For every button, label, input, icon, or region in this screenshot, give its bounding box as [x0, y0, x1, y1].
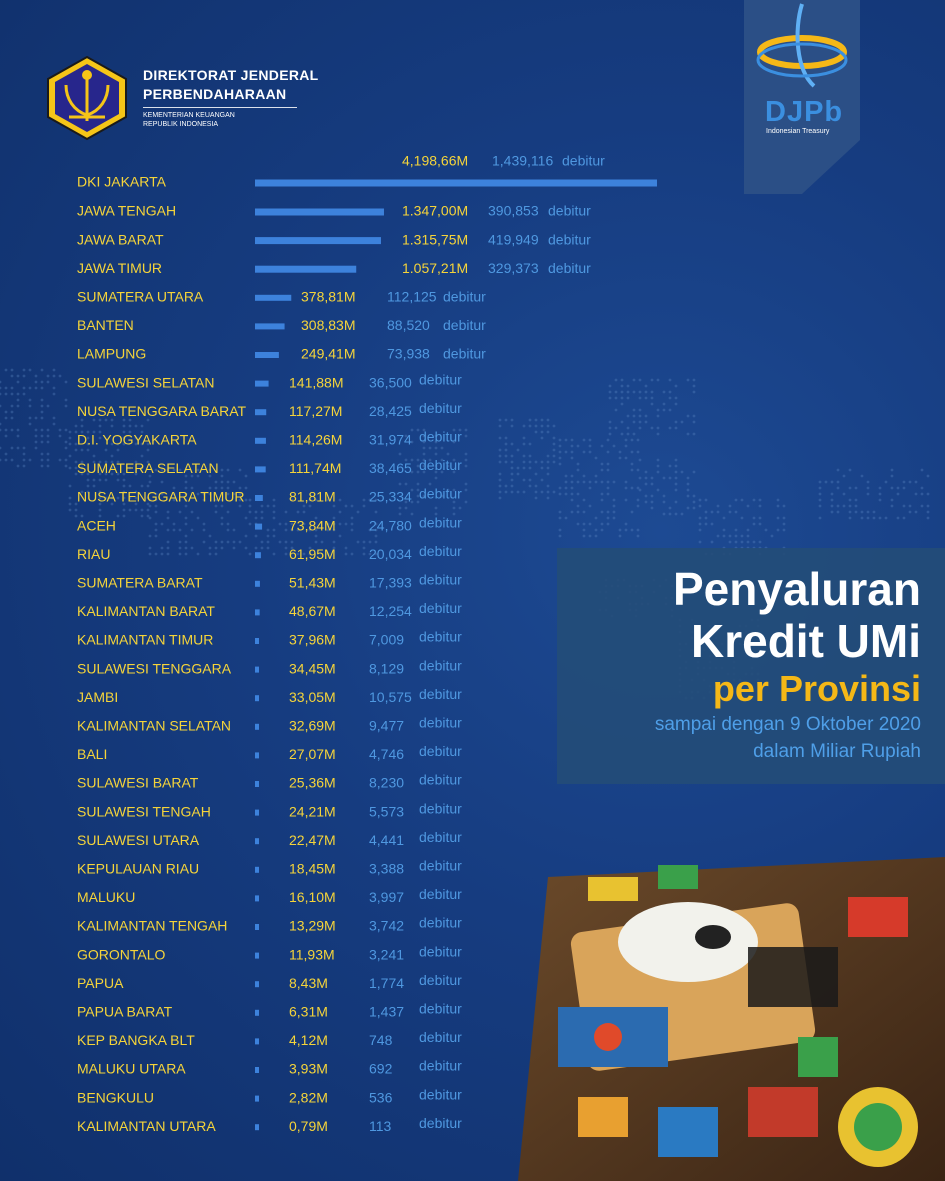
amount-label: 51,43M [289, 574, 336, 591]
province-label: KALIMANTAN UTARA [77, 1117, 216, 1134]
debitur-count: 8,129 [369, 660, 405, 677]
province-label: BENGKULU [77, 1089, 155, 1106]
debitur-count: 112,125 [387, 288, 437, 305]
bar [255, 1096, 259, 1102]
debitur-count: 4,746 [369, 746, 405, 763]
debitur-count: 28,425 [369, 402, 412, 419]
debitur-word: debitur [419, 542, 462, 559]
title-line1: Penyaluran [673, 563, 921, 615]
amount-label: 32,69M [289, 717, 336, 734]
bar [255, 295, 291, 301]
amount-label: 48,67M [289, 603, 336, 620]
bar [255, 352, 279, 358]
province-label: KALIMANTAN TENGAH [77, 917, 228, 934]
debitur-count: 25,334 [369, 488, 412, 505]
org-name-line2: PERBENDAHARAAN [143, 86, 287, 102]
province-label: RIAU [77, 545, 111, 562]
province-label: ACEH [77, 517, 116, 534]
province-label: JAWA TENGAH [77, 202, 177, 219]
debitur-word: debitur [443, 345, 486, 362]
debitur-word: debitur [419, 628, 462, 645]
bar [255, 438, 266, 444]
debitur-word: debitur [419, 1114, 462, 1131]
debitur-count: 5,573 [369, 803, 405, 820]
province-label: MALUKU UTARA [77, 1060, 186, 1077]
amount-label: 11,93M [289, 946, 335, 963]
bar [255, 695, 259, 701]
debitur-word: debitur [419, 943, 462, 960]
bar [255, 638, 259, 644]
amount-label: 73,84M [289, 517, 336, 534]
province-label: SULAWESI SELATAN [77, 374, 215, 391]
bar [255, 838, 259, 844]
bar [255, 323, 285, 329]
brand-name: DJPb [765, 96, 844, 128]
amount-label: 33,05M [289, 688, 336, 705]
debitur-word: debitur [419, 1057, 462, 1074]
bar [255, 581, 260, 587]
amount-label: 37,96M [289, 631, 336, 648]
province-label: JAWA BARAT [77, 231, 164, 248]
debitur-word: debitur [419, 714, 462, 731]
title-line2: Kredit UMi [691, 615, 921, 667]
amount-label: 16,10M [289, 889, 336, 906]
ministry-name: KEMENTERIAN KEUANGAN [143, 112, 235, 119]
amount-label: 117,27M [289, 402, 343, 419]
debitur-count: 20,034 [369, 545, 412, 562]
province-label: GORONTALO [77, 946, 166, 963]
debitur-count: 113 [369, 1117, 392, 1134]
bar [255, 781, 259, 787]
amount-label: 8,43M [289, 974, 328, 991]
debitur-count: 4,441 [369, 831, 405, 848]
debitur-word: debitur [443, 317, 486, 334]
bar [255, 209, 384, 216]
bar [255, 724, 259, 730]
amount-label: 4,12M [289, 1032, 328, 1049]
province-label: KALIMANTAN TIMUR [77, 631, 214, 648]
debitur-count: 748 [369, 1032, 393, 1049]
debitur-word: debitur [419, 571, 462, 588]
debitur-word: debitur [419, 371, 462, 388]
amount-label: 81,81M [289, 488, 336, 505]
bar [255, 667, 259, 673]
brand-tagline: Indonesian Treasury [766, 128, 830, 135]
amount-label: 6,31M [289, 1003, 328, 1020]
bar [255, 953, 259, 959]
amount-label: 378,81M [301, 288, 356, 305]
debitur-word: debitur [419, 743, 462, 760]
debitur-word: debitur [419, 828, 462, 845]
amount-label: 114,26M [289, 431, 343, 448]
debitur-count: 692 [369, 1060, 393, 1077]
province-label: DKI JAKARTA [77, 173, 166, 190]
amount-label: 25,36M [289, 774, 336, 791]
bar [255, 1124, 259, 1130]
amount-label: 4,198,66M [402, 152, 469, 169]
amount-label: 111,74M [289, 460, 342, 477]
province-label: NUSA TENGGARA TIMUR [77, 488, 245, 505]
province-label: JAMBI [77, 688, 119, 705]
debitur-count: 88,520 [387, 317, 430, 334]
province-label: SULAWESI TENGGARA [77, 660, 232, 677]
debitur-word: debitur [419, 657, 462, 674]
org-name-line1: DIREKTORAT JENDERAL [143, 67, 319, 83]
debitur-count: 3,997 [369, 889, 405, 906]
bar [255, 237, 381, 244]
debitur-word: debitur [548, 259, 591, 276]
bar [255, 810, 259, 816]
debitur-count: 1,774 [369, 974, 405, 991]
debitur-count: 17,393 [369, 574, 412, 591]
amount-label: 2,82M [289, 1089, 328, 1106]
province-label: D.I. YOGYAKARTA [77, 431, 197, 448]
bar [255, 924, 259, 930]
amount-label: 13,29M [289, 917, 336, 934]
debitur-count: 1,437 [369, 1003, 405, 1020]
amount-label: 1.347,00M [402, 202, 469, 219]
amount-label: 0,79M [289, 1117, 328, 1134]
bar [255, 895, 259, 901]
amount-label: 3,93M [289, 1060, 328, 1077]
debitur-word: debitur [419, 971, 462, 988]
bar [255, 266, 356, 273]
province-label: KEP BANGKA BLT [77, 1032, 195, 1049]
debitur-count: 9,477 [369, 717, 405, 734]
debitur-word: debitur [548, 231, 591, 248]
bar [255, 867, 259, 873]
province-label: SULAWESI TENGAH [77, 803, 211, 820]
bar [255, 495, 263, 501]
debitur-word: debitur [562, 152, 605, 169]
province-label: PAPUA BARAT [77, 1003, 173, 1020]
debitur-count: 3,388 [369, 860, 405, 877]
province-label: BALI [77, 746, 108, 763]
debitur-count: 1,439,116 [492, 152, 554, 169]
province-label: SUMATERA UTARA [77, 288, 204, 305]
debitur-count: 3,742 [369, 917, 405, 934]
debitur-word: debitur [443, 288, 486, 305]
bar [255, 609, 260, 615]
debitur-count: 38,465 [369, 460, 412, 477]
debitur-count: 536 [369, 1089, 393, 1106]
debitur-word: debitur [419, 428, 462, 445]
debitur-count: 7,009 [369, 631, 405, 648]
province-label: BANTEN [77, 317, 134, 334]
debitur-count: 73,938 [387, 345, 430, 362]
amount-label: 61,95M [289, 545, 336, 562]
debitur-count: 24,780 [369, 517, 412, 534]
debitur-word: debitur [419, 886, 462, 903]
province-label: KEPULAUAN RIAU [77, 860, 200, 877]
province-label: KALIMANTAN SELATAN [77, 717, 232, 734]
amount-label: 27,07M [289, 746, 336, 763]
bar [255, 180, 657, 187]
debitur-word: debitur [419, 914, 462, 931]
debitur-count: 36,500 [369, 374, 412, 391]
bar [255, 381, 269, 387]
debitur-word: debitur [419, 1000, 462, 1017]
country-name: REPUBLIK INDONESIA [143, 121, 219, 128]
debitur-word: debitur [419, 485, 462, 502]
province-label: LAMPUNG [77, 345, 147, 362]
amount-label: 249,41M [301, 345, 356, 362]
bar [255, 524, 262, 530]
bar [255, 409, 266, 415]
bar [255, 1067, 259, 1073]
province-label: SULAWESI UTARA [77, 831, 200, 848]
debitur-count: 3,241 [369, 946, 405, 963]
province-label: KALIMANTAN BARAT [77, 603, 215, 620]
debitur-word: debitur [419, 399, 462, 416]
bar [255, 552, 261, 558]
debitur-word: debitur [419, 1086, 462, 1103]
debitur-count: 10,575 [369, 688, 412, 705]
amount-label: 22,47M [289, 831, 336, 848]
bar [255, 1010, 259, 1016]
debitur-word: debitur [419, 685, 462, 702]
amount-label: 141,88M [289, 374, 344, 391]
subtitle-unit: dalam Miliar Rupiah [753, 741, 921, 762]
debitur-count: 8,230 [369, 774, 405, 791]
amount-label: 34,45M [289, 660, 336, 677]
title-line3: per Provinsi [712, 668, 921, 709]
bar [255, 752, 259, 758]
amount-label: 308,83M [301, 317, 356, 334]
debitur-word: debitur [419, 857, 462, 874]
debitur-count: 12,254 [369, 603, 412, 620]
debitur-count: 329,373 [488, 259, 539, 276]
bar [255, 981, 259, 987]
debitur-word: debitur [419, 600, 462, 617]
province-label: SUMATERA BARAT [77, 574, 203, 591]
subtitle-date: sampai dengan 9 Oktober 2020 [654, 714, 921, 735]
debitur-word: debitur [419, 457, 462, 474]
bar [255, 1038, 259, 1044]
province-label: SULAWESI BARAT [77, 774, 199, 791]
debitur-word: debitur [548, 202, 591, 219]
debitur-count: 419,949 [488, 231, 539, 248]
debitur-word: debitur [419, 1029, 462, 1046]
debitur-word: debitur [419, 514, 462, 531]
debitur-word: debitur [419, 800, 462, 817]
province-label: SUMATERA SELATAN [77, 460, 219, 477]
province-label: JAWA TIMUR [77, 259, 163, 276]
debitur-word: debitur [419, 771, 462, 788]
province-label: MALUKU [77, 889, 136, 906]
amount-label: 1.057,21M [402, 259, 469, 276]
amount-label: 24,21M [289, 803, 336, 820]
province-label: PAPUA [77, 974, 124, 991]
debitur-count: 390,853 [488, 202, 539, 219]
province-label: NUSA TENGGARA BARAT [77, 402, 247, 419]
amount-label: 18,45M [289, 860, 336, 877]
amount-label: 1.315,75M [402, 231, 469, 248]
bar [255, 466, 266, 472]
debitur-count: 31,974 [369, 431, 412, 448]
